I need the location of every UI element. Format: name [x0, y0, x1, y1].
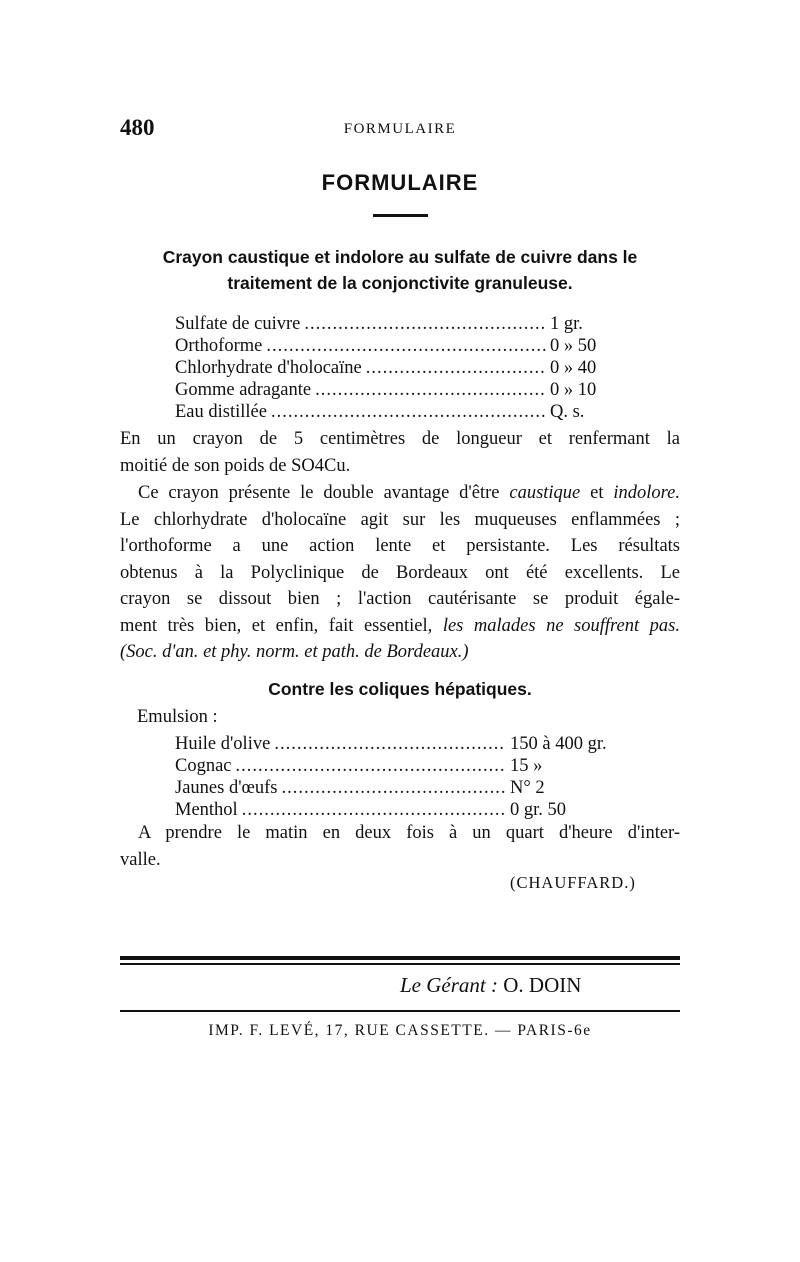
ingredient-name: Gomme adragante [175, 380, 312, 400]
ingredient-quantity: 0 » 10 [550, 380, 597, 400]
recipe-list-emulsion [175, 733, 630, 821]
dot-leader [304, 313, 546, 335]
ingredient-quantity: 0 » 40 [550, 358, 597, 378]
title-rule [373, 214, 428, 217]
text-run: Ce crayon présente le double avantage d'être [138, 483, 510, 503]
paragraph-crayon-size [120, 426, 680, 479]
text-run: ment très bien, et enfin, fait essentiel, [120, 615, 443, 636]
dot-leader [271, 401, 546, 423]
italic-run: caustique [509, 483, 581, 503]
ingredient-quantity: 1 gr. [550, 314, 583, 334]
ingredient-name: Jaunes d'œufs [175, 778, 278, 798]
section-title: FORMULAIRE [321, 170, 479, 195]
ingredient-name: Chlorhydrate d'holocaïne [175, 358, 362, 378]
printer-imprint: IMP. F. LEVÉ, 17, RUE CASSETTE. — PARIS-6e [208, 1022, 592, 1039]
citation: (Soc. d'an. et phy. norm. et path. de Bordeaux.) [120, 642, 469, 662]
text-run: A prendre le matin en deux fois à un quart d'heure d'inter- [138, 823, 680, 843]
italic-run: les malades ne souffrent pas. [442, 615, 680, 636]
imprint-rule [120, 1010, 680, 1012]
text-line: En un crayon de 5 centimètres de longueur et renfermant la [120, 429, 680, 449]
running-title: FORMULAIRE [343, 121, 457, 137]
text-line: moitié de son poids de SO4Cu. [120, 455, 351, 476]
dot-leader [315, 379, 546, 401]
text-line: Le chlorhydrate d'holocaïne agit sur les muqueuses enflammées ; [120, 509, 680, 530]
ingredient-quantity: 0 gr. 50 [510, 800, 567, 820]
recipe-row [175, 755, 630, 777]
ingredient-name: Eau distillée [175, 402, 267, 422]
recipe-row [175, 357, 640, 379]
text-line: valle. [120, 849, 161, 870]
gerant-line [400, 973, 581, 998]
ingredient-quantity: 0 » 50 [550, 336, 597, 356]
text-line [120, 480, 680, 507]
author-signature: (CHAUFFARD.) [510, 873, 636, 892]
recipe-list-crayon [175, 313, 640, 423]
text-line: l'orthoforme a une action lente et persistante. Les résultats [120, 536, 680, 556]
gerant-name: O. DOIN [503, 973, 582, 997]
ingredient-quantity: 15 » [510, 756, 543, 776]
recipe-row [175, 401, 640, 423]
text-line [120, 613, 680, 640]
text-line [120, 820, 680, 847]
dot-leader [274, 733, 506, 755]
ingredient-name: Cognac [175, 756, 232, 776]
ingredient-quantity: Q. s. [550, 402, 585, 422]
dot-leader [266, 335, 546, 357]
ingredient-name: Huile d'olive [175, 734, 271, 754]
dot-leader [236, 755, 506, 777]
italic-run: indolore. [613, 483, 680, 503]
heading-line: traitement de la conjonctivite granuleuse. [227, 273, 573, 293]
paragraph-crayon-advantages [120, 480, 680, 666]
paragraph-dosage [120, 820, 680, 873]
page-number: 480 [120, 115, 155, 140]
citation-line [120, 639, 680, 666]
emulsion-label: Emulsion : [137, 707, 218, 727]
heading-line: Crayon caustique et indolore au sulfate de cuivre dans le [162, 247, 638, 267]
ingredient-quantity: N° 2 [510, 778, 545, 798]
gerant-label: Le Gérant : [400, 973, 498, 997]
ingredient-name: Orthoforme [175, 336, 263, 356]
ingredient-quantity: 150 à 400 gr. [510, 734, 607, 754]
dot-leader [366, 357, 546, 379]
ingredient-name: Sulfate de cuivre [175, 314, 301, 334]
text-line: crayon se dissout bien ; l'action cautérisante se produit égale- [120, 589, 680, 609]
recipe-row [175, 335, 640, 357]
recipe-row [175, 799, 630, 821]
recipe-row [175, 733, 630, 755]
ingredient-name: Menthol [175, 800, 238, 820]
recipe-row [175, 379, 640, 401]
running-head [120, 115, 680, 145]
recipe-heading-crayon [120, 244, 680, 296]
recipe-heading-colic: Contre les coliques hépatiques. [268, 679, 532, 699]
dot-leader [282, 777, 507, 799]
recipe-row [175, 777, 630, 799]
recipe-row [175, 313, 640, 335]
footer-rule-thick [120, 956, 680, 960]
dot-leader [242, 799, 506, 821]
text-line: obtenus à la Polyclinique de Bordeaux ont été excellents. Le [120, 562, 680, 583]
text-run: et [580, 483, 614, 503]
footer-rule-thin [120, 963, 680, 965]
